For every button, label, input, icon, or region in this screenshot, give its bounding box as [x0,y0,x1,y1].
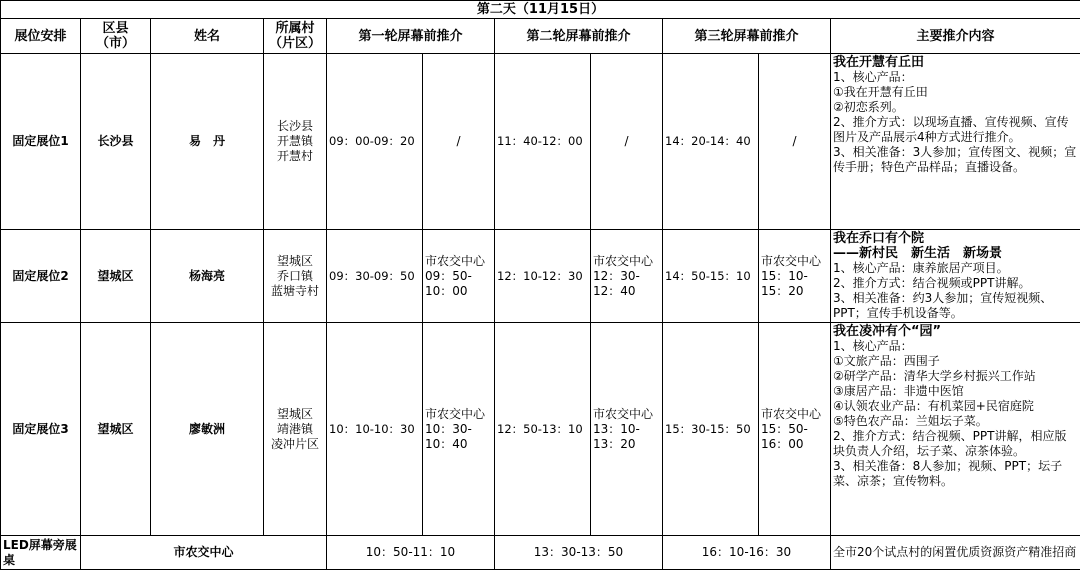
table-row [1,323,1080,536]
round2-slot: 市农交中心 13：10- 13：20 [591,323,663,536]
village-cell: 望城区 靖港镇 凌冲片区 [264,323,327,536]
round3-time: 16：10-16：30 [663,536,831,570]
table-row [1,230,1080,323]
round3-time: 15：30-15：50 [663,323,759,536]
county-cell: 望城区 [81,230,151,323]
round2-time: 12：10-12：30 [495,230,591,323]
round1-time: 09：00-09：20 [327,54,423,230]
name-cell: 易 丹 [151,54,264,230]
name-cell: 杨海亮 [151,230,264,323]
table-row [1,54,1080,230]
round3-slot: 市农交中心 15：10- 15：20 [759,230,831,323]
round1-slot: / [423,54,495,230]
booth-cell: 固定展位1 [1,54,81,230]
round2-slot: / [591,54,663,230]
round2-time: 12：50-13：10 [495,323,591,536]
round2-time: 11：40-12：00 [495,54,591,230]
header-round1: 第一轮屏幕前推介 [327,19,495,54]
header-name: 姓名 [151,19,264,54]
county-cell: 望城区 [81,323,151,536]
round3-slot: / [759,54,831,230]
content-cell: 全市20个试点村的闲置优质资源资产精准招商 [831,536,1080,570]
round1-time: 10：10-10：30 [327,323,423,536]
round3-slot: 市农交中心 15：50- 16：00 [759,323,831,536]
round1-slot: 市农交中心 10：30- 10：40 [423,323,495,536]
table-row-led [1,536,1080,570]
round3-time: 14：50-15：10 [663,230,759,323]
header-content: 主要推介内容 [831,19,1080,54]
booth-cell: 固定展位2 [1,230,81,323]
content-cell: 我在开慧有丘田 1、核心产品： ①我在开慧有丘田 ②初恋系列。 2、推介方式：以现场直播、宣传视频、宣传图片及产品展示4种方式进行推介。 3、相关准备：3人参加；宣传图文、视频；宣传手册；特色产品样品；直播设备。 [831,54,1080,230]
name-cell: 廖敏洲 [151,323,264,536]
round3-time: 14：20-14：40 [663,54,759,230]
content-cell: 我在凌冲有个“园” 1、核心产品： ①文旅产品：西围子 ②研学产品：清华大学乡村振兴工作站 ③康居产品：非遗中医馆 ④认领农业产品：有机菜园+民宿庭院 ⑤特色农产品：兰姐坛子菜。 2、推介方式：结合视频、PPT讲解，相应版块负责人介绍，坛子菜、凉茶体验。 3、相关准备：8人参加；视频、PPT；坛子菜、凉茶；宣传物料。 [831,323,1080,536]
header-round2: 第二轮屏幕前推介 [495,19,663,54]
booth-cell: LED屏幕旁展桌 [1,536,81,570]
round1-time: 09：30-09：50 [327,230,423,323]
village-cell: 望城区 乔口镇 蓝塘寺村 [264,230,327,323]
content-cell: 我在乔口有个院 ——新村民 新生活 新场景 1、核心产品：康养旅居产项目。 2、推介方式：结合视频或PPT讲解。 3、相关准备：约3人参加；宣传短视频、PPT；宣传手机设备等。 [831,230,1080,323]
table-title: 第二天（11月15日） [1,1,1080,19]
round2-slot: 市农交中心 12：30- 12：40 [591,230,663,323]
header-county: 区县 （市） [81,19,151,54]
name-cell: 市农交中心 [81,536,327,570]
booth-cell: 固定展位3 [1,323,81,536]
header-booth: 展位安排 [1,19,81,54]
header-round3: 第三轮屏幕前推介 [663,19,831,54]
village-cell: 长沙县 开慧镇 开慧村 [264,54,327,230]
header-row [1,19,1080,54]
round1-time: 10：50-11：10 [327,536,495,570]
round2-time: 13：30-13：50 [495,536,663,570]
county-cell: 长沙县 [81,54,151,230]
round1-slot: 市农交中心 09：50- 10：00 [423,230,495,323]
header-village: 所属村 （片区） [264,19,327,54]
